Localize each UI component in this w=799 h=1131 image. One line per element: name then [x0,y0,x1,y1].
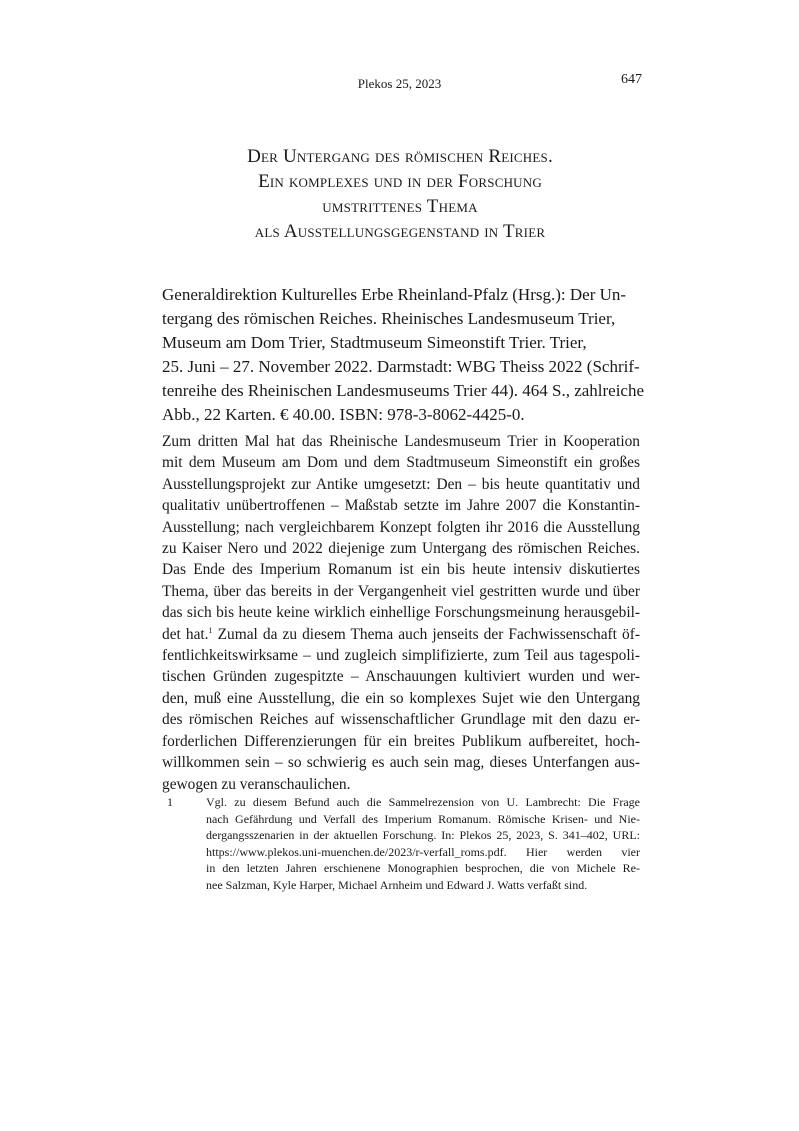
body-line: fentlichkeitswirksame – und zugleich simplifizierte, zum Teil aus tagespoli- [162,647,640,665]
citation-line: Abb., 22 Karten. € 40.00. ISBN: 978-3-8062-4425-0. [162,405,525,424]
body-line-start: det hat. [162,625,209,643]
body-line: Das Ende des Imperium Romanum ist ein bis heute intensiv diskutiertes [162,561,640,579]
body-line-end: Zumal da zu diesem Thema auch jenseits der Fachwissenschaft öf- [212,625,640,643]
running-head: Plekos 25, 2023 [357,76,442,91]
footnote-line: dergangsszenarien in der aktuellen Forschung. In: Plekos 25, 2023, S. 341–402, URL: [206,828,640,842]
citation-line: tergang des römischen Reiches. Rheinisches Landesmuseum Trier, [162,309,616,328]
body-line: forderlichen Differenzierungen für ein breites Publikum aufbereitet, hoch- [162,732,640,750]
body-line: Ausstellung; nach vergleichbarem Konzept folgten ihr 2016 die Ausstellung [162,518,640,536]
citation-line: tenreihe des Rheinischen Landesmuseums Trier 44). 464 S., zahlreiche [162,381,645,400]
footnote-line: Vgl. zu diesem Befund auch die Sammelrezension von U. Lambrecht: Die Frage [206,795,640,809]
body-line: gewogen zu veranschaulichen. [162,775,351,793]
footnote-reference[interactable]: 1 [208,625,213,635]
body-line: des römischen Reiches auf wissenschaftlicher Grundlage mit den dazu er- [162,711,640,729]
body-line: den, muß eine Ausstellung, die ein so komplexes Sujet wie den Untergang [162,689,640,707]
title-line: als Ausstellungsgegenstand in Trier [254,221,546,242]
body-line [162,624,640,645]
footnote-url-line[interactable]: https://www.plekos.uni-muenchen.de/2023/r-verfall_roms.pdf. Hier werden vier [206,844,640,859]
title-line: Ein komplexes und in der Forschung [258,171,542,192]
citation-line: Museum am Dom Trier, Stadtmuseum Simeonstift Trier. Trier, [162,333,587,352]
body-line: mit dem Museum am Dom und dem Stadtmuseum Simeonstift ein großes [162,454,640,472]
body-line: qualitativ unübertroffenen – Maßstab setzte im Jahre 2007 die Konstantin- [162,497,640,515]
footnote-number: 1 [167,795,173,809]
body-line: Zum dritten Mal hat das Rheinische Landesmuseum Trier in Kooperation [162,433,640,450]
body-line: zu Kaiser Nero und 2022 diejenige zum Untergang des römischen Reiches. [162,540,640,558]
body-line: Thema, über das bereits in der Vergangenheit viel gestritten wurde und über [162,582,640,600]
body-line: das sich bis heute keine wirklich einhellige Forschungsmeinung herausgebil- [162,604,640,622]
bibliographic-citation [162,283,645,427]
title-line: umstrittenes Thema [322,196,478,217]
footnote [162,794,640,893]
body-line: tischen Gründen zugespitzte – Anschauungen kultiviert wurden und wer- [162,668,640,686]
footnote-line: nach Gefährdung und Verfall des Imperium Romanum. Römische Krisen- und Nie- [206,811,640,826]
page-number: 647 [621,72,642,87]
footnote-line: nee Salzman, Kyle Harper, Michael Arnheim und Edward J. Watts verfaßt sind. [206,877,588,892]
body-line: willkommen sein – so schwierig es auch sein mag, dieses Unterfangen aus- [162,754,640,772]
title-line: Der Untergang des römischen Reiches. [247,146,553,167]
article-title [150,144,650,244]
footnote-text [206,794,640,893]
citation-line: Generaldirektion Kulturelles Erbe Rheinland-Pfalz (Hrsg.): Der Un- [162,285,627,304]
body-line: Ausstellungsprojekt zur Antike umgesetzt: Den – bis heute quantitativ und [162,475,640,493]
footnote-line: in den letzten Jahren erschienene Monographien besprochen, die von Michele Re- [206,861,640,875]
body-paragraph [162,431,640,795]
citation-line: 25. Juni – 27. November 2022. Darmstadt: WBG Theiss 2022 (Schrif- [162,357,640,376]
